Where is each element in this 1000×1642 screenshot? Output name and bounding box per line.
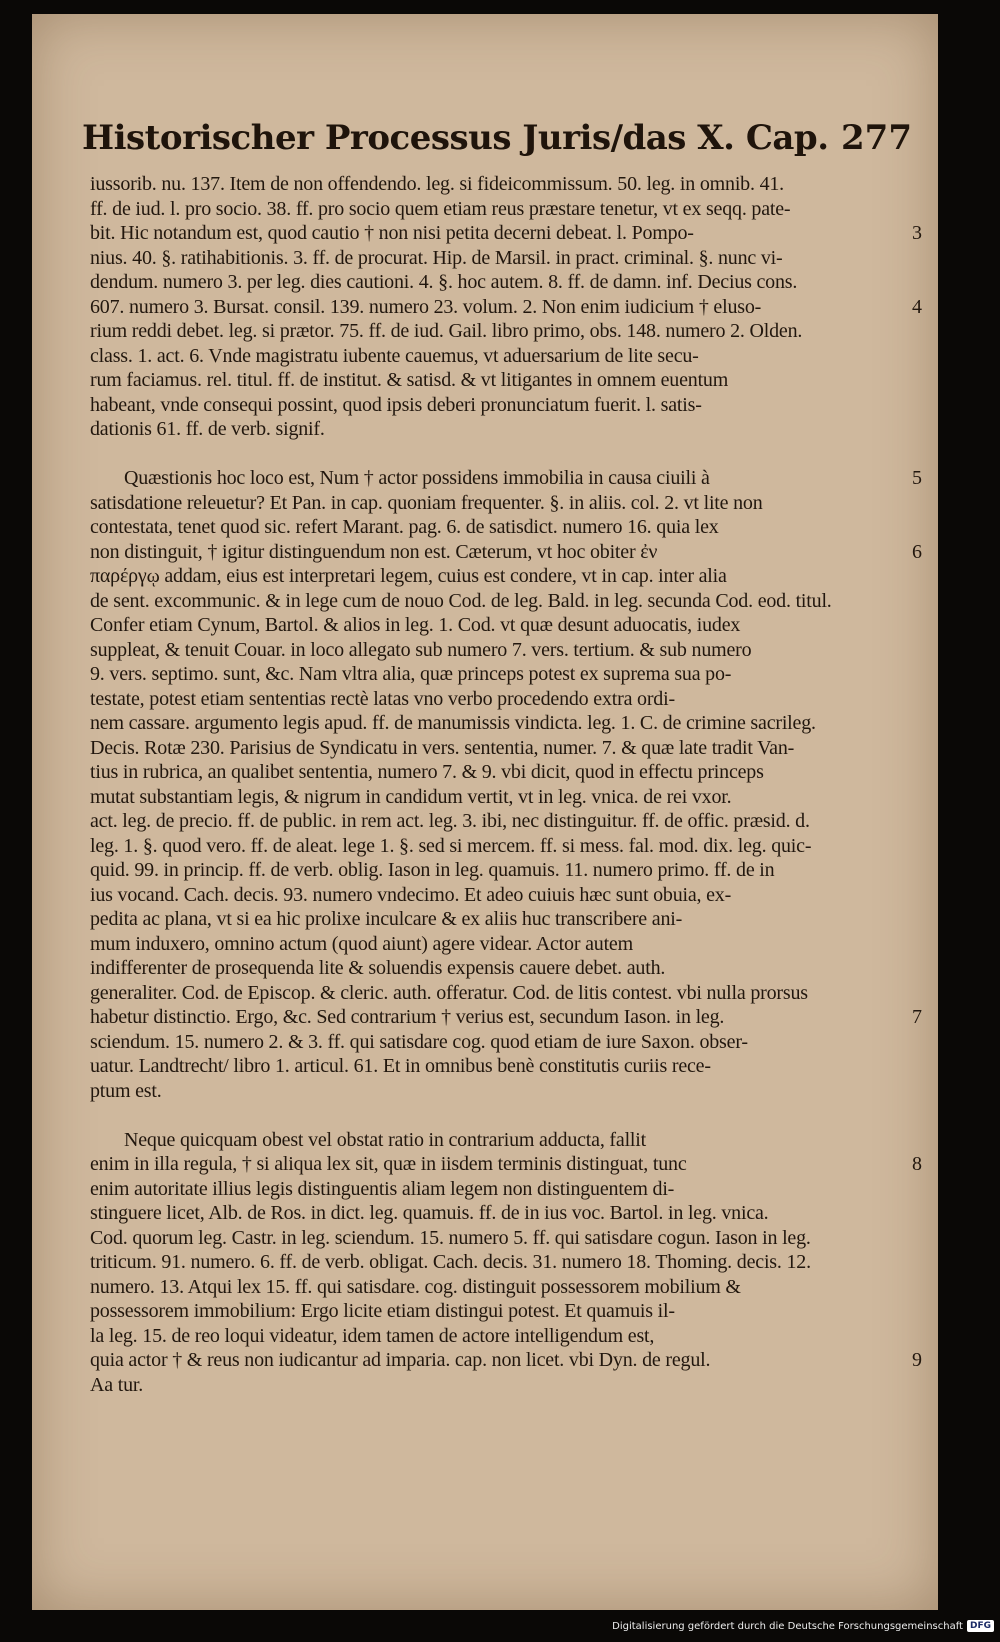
margin-note-number: 9 [912, 1349, 922, 1371]
line-text: dationis 61. ff. de verb. signif. [90, 418, 325, 440]
text-line [32, 613, 938, 637]
text-line [32, 1005, 938, 1029]
text-line [32, 1324, 938, 1348]
line-text: dendum. numero 3. per leg. dies cautioni. 4. §. hoc autem. 8. ff. de damn. inf. Decius cons. [90, 271, 798, 293]
line-text: class. 1. act. 6. Vnde magistratu iubente cauemus, vt aduersarium de lite secu- [90, 344, 699, 367]
line-text: enim autoritate illius legis distinguentis aliam legem non distinguentem di- [90, 1177, 675, 1200]
body-text [32, 172, 938, 1610]
line-text: nem cassare. argumento legis apud. ff. de manumissis vindicta. leg. 1. C. de crimine sacrileg. [90, 712, 816, 734]
line-text: nius. 40. §. ratihabitionis. 3. ff. de procurat. Hip. de Marsil. in pract. criminal. §. nunc vi- [90, 246, 783, 269]
text-line [32, 540, 938, 564]
text-line [32, 932, 938, 956]
line-text: ius vocand. Cach. decis. 93. numero vndecimo. Et adeo cuiuis hæc sunt obuia, ex- [90, 883, 732, 906]
text-line [32, 711, 938, 735]
footer-banner [612, 1620, 994, 1632]
line-text: triticum. 91. numero. 6. ff. de verb. obligat. Cach. decis. 31. numero 18. Thoming. decis. 12. [90, 1251, 811, 1273]
line-text: testate, potest etiam sententias rectè latas vno verbo procedendo extra ordi- [90, 687, 675, 710]
page-number: 277 [841, 118, 912, 158]
text-line [32, 1348, 938, 1372]
text-line [32, 1030, 938, 1054]
line-text: enim in illa regula, † si aliqua lex sit, quæ in iisdem terminis distinguat, tunc [90, 1153, 687, 1175]
text-line [32, 466, 938, 490]
text-line [32, 246, 938, 270]
text-line [32, 834, 938, 858]
page-header [82, 118, 912, 168]
text-line [32, 809, 938, 833]
text-line [32, 956, 938, 980]
text-line [32, 1299, 938, 1323]
line-text: 607. numero 3. Bursat. consil. 139. numero 23. volum. 2. Non enim iudicium † eluso- [90, 295, 762, 318]
text-line [32, 858, 938, 882]
text-line [32, 417, 938, 441]
line-text: Decis. Rotæ 230. Parisius de Syndicatu in vers. sententia, numer. 7. & quæ late tradit Van- [90, 736, 795, 759]
line-text: sciendum. 15. numero 2. & 3. ff. qui satisdare cog. quod etiam de iure Saxon. obser- [90, 1030, 748, 1053]
text-line [32, 344, 938, 368]
text-line [32, 760, 938, 784]
line-text: habetur distinctio. Ergo, &c. Sed contrarium † verius est, secundum Iason. in leg. [90, 1006, 725, 1028]
line-text: Aa tur. [90, 1373, 144, 1396]
text-line [32, 981, 938, 1005]
line-text: bit. Hic notandum est, quod cautio † non nisi petita decerni debeat. l. Pompo- [90, 222, 694, 244]
text-line [32, 638, 938, 662]
line-text: uatur. Landtrecht/ libro 1. articul. 61. Et in omnibus benè constitutis curiis rece- [90, 1055, 711, 1077]
text-line [32, 270, 938, 294]
text-line [32, 442, 938, 466]
line-text: satisdatione releuetur? Et Pan. in cap. quoniam frequenter. §. in aliis. col. 2. vt lite non [90, 491, 763, 514]
line-text: rium reddi debet. leg. si prætor. 75. ff. de iud. Gail. libro primo, obs. 148. numero 2. Olden. [90, 320, 803, 342]
text-line [32, 172, 938, 196]
line-text: mum induxero, omnino actum (quod aiunt) agere videar. Actor autem [90, 932, 633, 955]
text-line [32, 1177, 938, 1201]
line-text: quid. 99. in princip. ff. de verb. oblig. Iason in leg. quamuis. 11. numero primo. ff. de in [90, 859, 775, 881]
margin-note-number: 8 [912, 1153, 922, 1175]
text-line [32, 785, 938, 809]
scanned-page [32, 14, 938, 1610]
line-text: Quæstionis hoc loco est, Num † actor possidens immobilia in causa ciuili à [124, 467, 710, 489]
text-line [32, 1103, 938, 1127]
line-text: Neque quicquam obest vel obstat ratio in contrarium adducta, fallit [124, 1128, 646, 1151]
line-text: παρέργῳ addam, eius est interpretari legem, cuius est condere, vt in cap. inter alia [90, 565, 727, 587]
text-line [32, 1079, 938, 1103]
line-text: habeant, vnde consequi possint, quod ipsis deberi pronunciatum fuerit. l. satis- [90, 393, 702, 416]
line-text: suppleat, & tenuit Couar. in loco allegato sub numero 7. vers. tertium. & sub numero [90, 638, 752, 661]
line-text: la leg. 15. de reo loqui videatur, idem tamen de actore intelligendum est, [90, 1324, 655, 1347]
text-line [32, 883, 938, 907]
text-line [32, 368, 938, 392]
text-line [32, 907, 938, 931]
text-line [32, 221, 938, 245]
text-line [32, 687, 938, 711]
line-text: de sent. excommunic. & in lege cum de nouo Cod. de leg. Bald. in leg. secunda Cod. eod. titul. [90, 589, 832, 612]
line-text: leg. 1. §. quod vero. ff. de aleat. lege 1. §. sed si mercem. ff. si mess. fal. mod. dix. leg. quic- [90, 834, 812, 857]
line-text: generaliter. Cod. de Episcop. & cleric. auth. offeratur. Cod. de litis contest. vbi nulla prorsus [90, 981, 808, 1004]
margin-note-number: 3 [912, 222, 922, 244]
line-text: ff. de iud. l. pro socio. 38. ff. pro socio quem etiam reus præstare tenetur, vt ex seqq. pate- [90, 197, 791, 220]
text-line [32, 295, 938, 319]
line-text: stinguere licet, Alb. de Ros. in dict. leg. quamuis. ff. de in ius voc. Bartol. in leg. vnica. [90, 1202, 769, 1224]
line-text: ptum est. [90, 1079, 162, 1102]
text-line [32, 1373, 938, 1397]
line-text: Cod. quorum leg. Castr. in leg. sciendum. 15. numero 5. ff. qui satisdare cogun. Iason in leg. [90, 1226, 811, 1249]
text-line [32, 1054, 938, 1078]
text-line [32, 1250, 938, 1274]
text-line [32, 589, 938, 613]
text-line [32, 393, 938, 417]
line-text: Confer etiam Cynum, Bartol. & alios in leg. 1. Cod. vt quæ desunt aduocatis, iudex [90, 614, 741, 636]
text-line [32, 1275, 938, 1299]
line-text: quia actor † & reus non iudicantur ad imparia. cap. non licet. vbi Dyn. de regul. [90, 1349, 711, 1371]
text-line [32, 197, 938, 221]
text-line [32, 1152, 938, 1176]
margin-note-number: 7 [912, 1006, 922, 1028]
funding-note: Digitalisierung gefördert durch die Deutsche Forschungsgemeinschaft [612, 1620, 963, 1632]
line-text: indifferenter de prosequenda lite & soluendis expensis cauere debet. auth. [90, 957, 666, 979]
text-line [32, 564, 938, 588]
line-text: possessorem immobilium: Ergo licite etiam distingui potest. Et quamuis il- [90, 1300, 675, 1322]
text-line [32, 1128, 938, 1152]
line-text: numero. 13. Atqui lex 15. ff. qui satisdare. cog. distinguit possessorem mobilium & [90, 1275, 741, 1298]
line-text: iussorib. nu. 137. Item de non offendendo. leg. si fideicommissum. 50. leg. in omnib. 41. [90, 173, 784, 195]
line-text: rum faciamus. rel. titul. ff. de institut. & satisd. & vt litigantes in omnem euentum [90, 369, 729, 391]
line-text: contestata, tenet quod sic. refert Marant. pag. 6. de satisdict. numero 16. quia lex [90, 516, 719, 538]
line-text: mutat substantiam legis, & nigrum in candidum vertit, vt in leg. vnica. de rei vxor. [90, 785, 732, 808]
margin-note-number: 5 [912, 467, 922, 489]
text-line [32, 1226, 938, 1250]
text-line [32, 515, 938, 539]
line-text: non distinguit, † igitur distinguendum non est. Cæterum, vt hoc obiter ἐν [90, 540, 658, 563]
margin-note-number: 6 [912, 540, 922, 563]
running-head: Historischer Processus Juris/das X. Cap. [82, 118, 829, 158]
line-text: tius in rubrica, an qualibet sententia, numero 7. & 9. vbi dicit, quod in effectu princeps [90, 761, 764, 783]
text-line [32, 736, 938, 760]
margin-note-number: 4 [912, 295, 922, 318]
text-line [32, 1201, 938, 1225]
dfg-logo: DFG [967, 1620, 994, 1632]
text-line [32, 491, 938, 515]
line-text: act. leg. de precio. ff. de public. in rem act. leg. 3. ibi, nec distinguitur. ff. de offic. præsid. d. [90, 810, 810, 832]
line-text: pedita ac plana, vt si ea hic prolixe inculcare & ex aliis huc transcribere ani- [90, 908, 683, 930]
line-text: 9. vers. septimo. sunt, &c. Nam vltra alia, quæ princeps potest ex suprema sua po- [90, 663, 732, 685]
text-line [32, 662, 938, 686]
text-line [32, 319, 938, 343]
